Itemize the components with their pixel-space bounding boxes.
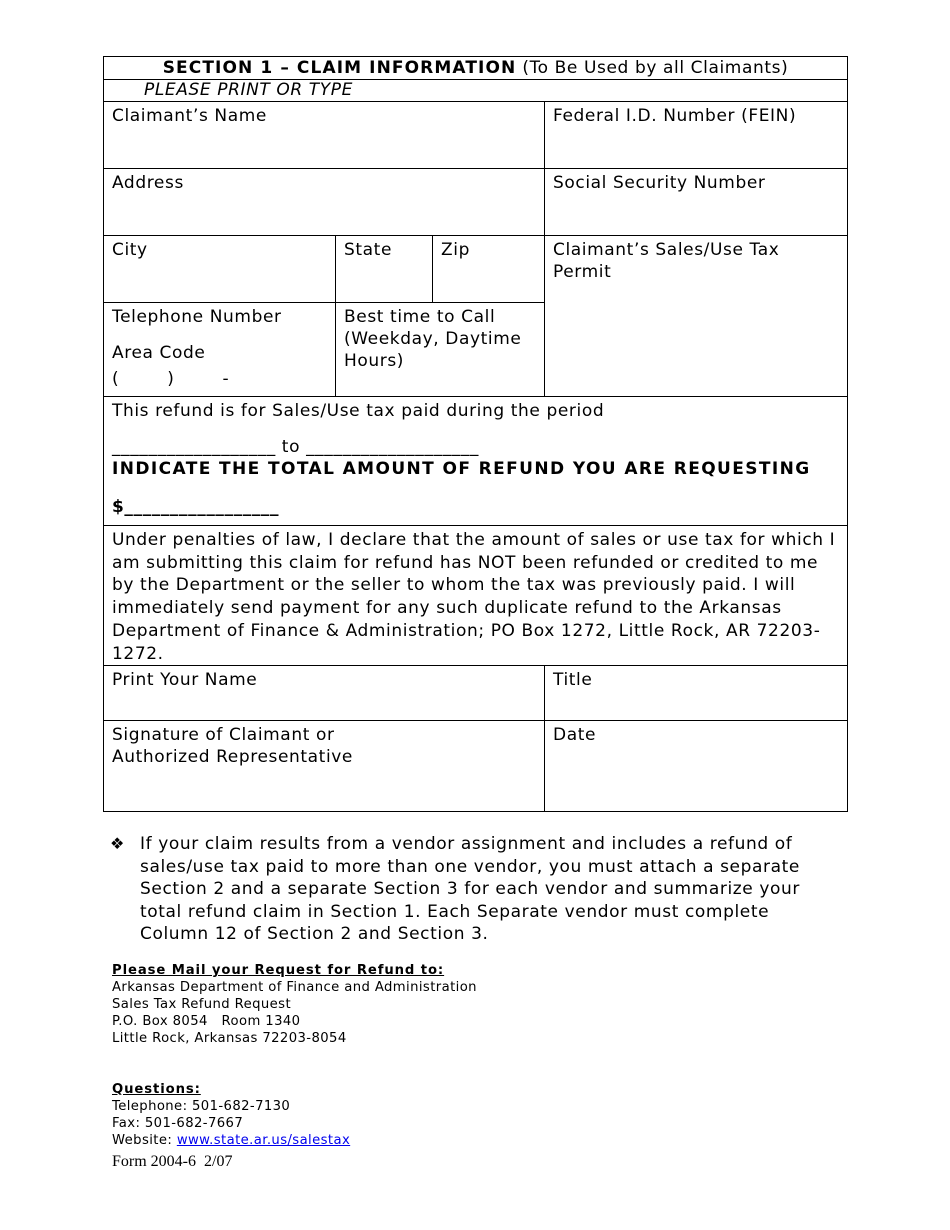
mailing-address [112,962,477,1047]
state-label: State [344,240,392,260]
print-name-label: Print Your Name [112,670,258,691]
mail-line: Sales Tax Refund Request [112,997,292,1012]
refund-period-field[interactable] [104,397,848,526]
questions-heading: Questions: [112,1082,201,1097]
address-field[interactable] [104,169,545,236]
city-label: City [112,240,148,260]
best-time-label: Best time to Call (Weekday, Daytime Hours) [344,307,522,371]
signature-field[interactable] [104,721,545,812]
date-label: Date [553,725,597,746]
print-note: PLEASE PRINT OR TYPE [104,80,848,102]
diamond-bullet-icon: ❖ [110,834,125,853]
date-field[interactable] [545,721,848,812]
mail-heading: Please Mail your Request for Refund to: [112,963,445,978]
website-label: Website: [112,1133,177,1148]
total-amount-heading: INDICATE THE TOTAL AMOUNT OF REFUND YOU ARE REQUESTING [112,459,811,479]
address-label: Address [112,173,184,193]
claimant-name-field[interactable] [104,102,545,169]
sales-tax-permit-field[interactable] [545,236,848,397]
zip-field[interactable] [433,236,545,303]
website-line [112,1132,350,1149]
title-label: Title [553,670,593,691]
section-title [104,57,848,80]
period-blanks: __________________ to ___________________ [112,437,479,457]
fein-field[interactable] [545,102,848,169]
phone-mask: ( ) - [112,369,230,389]
mail-line: Arkansas Department of Finance and Administration [112,980,477,995]
amount-blank: $_________________ [112,497,280,517]
declaration-text: Under penalties of law, I declare that the amount of sales or use tax for which I am submitting this claim for refund has NOT been refunded or credited to me by the Department or the seller to whom the tax was previously paid. I will immediately send payment for any such duplicate refund to the Arkansas Department of Finance & Administration; PO Box 1272, Little Rock, AR 72203-1272. [104,526,848,666]
section-title-bold: SECTION 1 – CLAIM INFORMATION [162,58,517,78]
ssn-field[interactable] [545,169,848,236]
section-title-rest: (To Be Used by all Claimants) [516,58,789,78]
website-link[interactable]: www.state.ar.us/salestax [176,1133,351,1148]
fein-label: Federal I.D. Number (FEIN) [553,106,797,126]
title-field[interactable] [545,666,848,721]
claim-information-form [103,56,848,812]
best-time-field[interactable] [336,303,545,397]
ssn-label: Social Security Number [553,173,766,193]
telephone-field[interactable] [104,303,336,397]
fax-line: Fax: 501-682-7667 [112,1116,244,1131]
sales-tax-permit-label: Claimant’s Sales/Use Tax Permit [553,240,780,282]
city-field[interactable] [104,236,336,303]
print-name-field[interactable] [104,666,545,721]
vendor-assignment-note [110,833,840,946]
refund-period-label: This refund is for Sales/Use tax paid during the period [112,401,605,421]
signature-label: Signature of Claimant or Authorized Representative [112,725,353,768]
claimant-name-label: Claimant’s Name [112,106,267,126]
area-code-label: Area Code [112,343,206,363]
vendor-assignment-text: If your claim results from a vendor assignment and includes a refund of sales/use tax paid to more than one vendor, you must attach a separate Section 2 and a separate Section 3 for each vendor and summarize your total refund claim in Section 1. Each Separate vendor must complete Column 12 of Section 2 and Section 3. [140,834,800,945]
mail-line: P.O. Box 8054 Room 1340 [112,1014,301,1029]
state-field[interactable] [336,236,433,303]
form-number: Form 2004-6 2/07 [112,1153,233,1170]
telephone-label: Telephone Number [112,307,282,327]
telephone-line: Telephone: 501-682-7130 [112,1099,291,1114]
mail-line: Little Rock, Arkansas 72203-8054 [112,1031,347,1046]
zip-label: Zip [441,240,470,260]
questions-contact [112,1081,350,1149]
